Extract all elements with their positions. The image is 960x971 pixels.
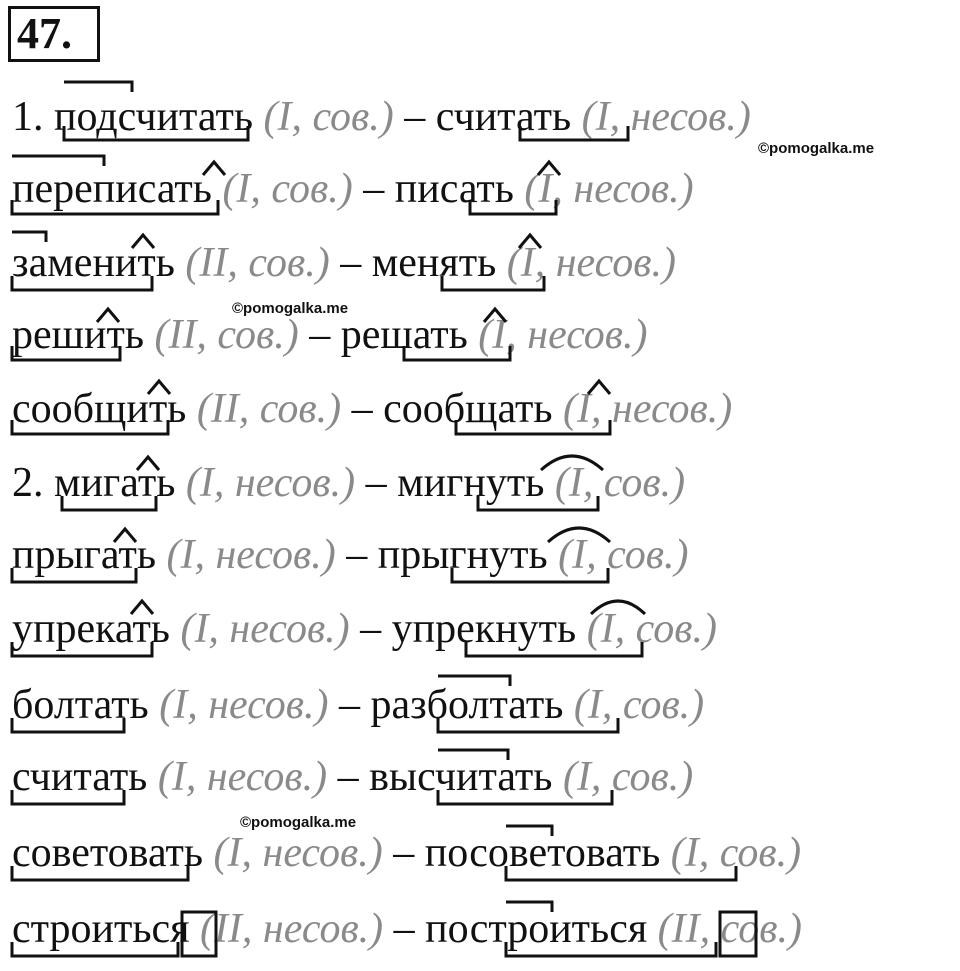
suffix-mark xyxy=(484,309,506,322)
dash: – xyxy=(383,906,426,952)
dash: – xyxy=(355,460,398,506)
stem-underline xyxy=(12,790,124,804)
suffix-mark xyxy=(97,309,119,322)
dash: – xyxy=(341,386,384,432)
grammar-note-1: (I, несов.) xyxy=(175,460,356,506)
grammar-note-1: (I, несов.) xyxy=(148,682,329,728)
dash: – xyxy=(335,532,378,578)
suffix-mark xyxy=(132,235,154,248)
stem-underline xyxy=(12,568,136,582)
stem-underline xyxy=(456,420,610,434)
word-2: считать xyxy=(435,94,572,140)
prefix-mark xyxy=(506,826,552,836)
stem-underline xyxy=(12,420,168,434)
grammar-note-2: (II, сов.) xyxy=(647,906,802,952)
stem-underline xyxy=(12,866,188,880)
dash: – xyxy=(382,830,425,876)
postfix-box xyxy=(720,912,756,956)
word-2: прыгнуть xyxy=(377,532,548,578)
grammar-note-1: (I, несов.) xyxy=(169,606,350,652)
dash: – xyxy=(352,166,395,212)
grammar-note-2: (I, сов.) xyxy=(544,460,686,506)
word-2: писать xyxy=(394,166,514,212)
stem-underline xyxy=(506,866,736,880)
word-2: построиться xyxy=(425,906,648,952)
suffix-mark xyxy=(137,457,159,470)
stem-underline xyxy=(442,276,544,290)
word-1: решить xyxy=(12,312,144,358)
stem-underline xyxy=(12,346,120,360)
prefix-mark xyxy=(438,750,508,760)
stem-underline xyxy=(12,642,152,656)
dash: – xyxy=(328,682,371,728)
stem-underline xyxy=(12,718,124,732)
stem-underline xyxy=(478,496,598,510)
grammar-note-1: (I, несов.) xyxy=(203,830,383,876)
stem-underline xyxy=(12,276,152,290)
word-1: советовать xyxy=(12,830,204,876)
grammar-note-1: (I, сов.) xyxy=(211,166,353,212)
word-2: решать xyxy=(340,312,468,358)
grammar-note-1: (II, сов.) xyxy=(186,386,342,432)
suffix-mark xyxy=(548,528,610,542)
word-1: сообщить xyxy=(12,386,187,432)
stem-underline xyxy=(12,942,178,956)
dash: – xyxy=(327,754,370,800)
stem-underline xyxy=(466,642,642,656)
word-2: мигнуть xyxy=(397,460,545,506)
stem-underline xyxy=(64,126,248,140)
word-2: менять xyxy=(371,240,497,286)
grammar-note-1: (I, сов.) xyxy=(252,94,394,140)
word-1: упрекать xyxy=(12,606,170,652)
suffix-mark xyxy=(588,381,610,394)
suffix-mark xyxy=(538,162,560,175)
grammar-note-1: (II, сов.) xyxy=(143,312,299,358)
grammar-note-1: (I, несов.) xyxy=(147,754,328,800)
grammar-note-2: (I, сов.) xyxy=(552,754,694,800)
prefix-mark xyxy=(12,156,104,166)
grammar-note-2: (I, сов.) xyxy=(563,682,705,728)
suffix-mark xyxy=(203,162,225,175)
word-1: переписать xyxy=(12,166,212,212)
exercise-number: 47. xyxy=(8,6,100,62)
stem-underline xyxy=(520,126,628,140)
grammar-note-2: (I, несов.) xyxy=(467,312,648,358)
stem-underline xyxy=(506,942,716,956)
word-1: заменить xyxy=(12,240,175,286)
stem-underline xyxy=(438,718,618,732)
stem-underline xyxy=(470,200,556,214)
stem-underline xyxy=(404,346,510,360)
suffix-mark xyxy=(148,381,170,394)
word-1: считать xyxy=(12,754,148,800)
grammar-note-2: (I, сов.) xyxy=(576,606,717,652)
stem-underline xyxy=(62,496,156,510)
grammar-note-2: (I, сов.) xyxy=(547,532,689,578)
prefix-mark xyxy=(12,232,46,242)
watermark: ©pomogalka.me xyxy=(232,300,349,317)
grammar-note-1: (II, несов.) xyxy=(189,906,384,952)
word-2: высчитать xyxy=(369,754,553,800)
word-1: подсчитать xyxy=(54,94,253,140)
stem-underline xyxy=(438,790,612,804)
grammar-note-2: (I, несов.) xyxy=(496,240,676,286)
word-1: прыгать xyxy=(12,532,156,578)
grammar-note-2: (I, сов.) xyxy=(660,830,802,876)
word-1: мигать xyxy=(54,460,176,506)
word-2: упрекнуть xyxy=(391,606,577,652)
word-2: посоветовать xyxy=(424,830,661,876)
word-1: болтать xyxy=(12,682,149,728)
prefix-mark xyxy=(506,902,552,912)
grammar-note-1: (II, сов.) xyxy=(174,240,330,286)
grammar-note-2: (I, несов.) xyxy=(552,386,733,432)
watermark: ©pomogalka.me xyxy=(240,814,357,831)
watermark: ©pomogalka.me xyxy=(758,140,875,157)
item-number: 1. xyxy=(12,94,54,140)
dash: – xyxy=(329,240,372,286)
grammar-note-2: (I, несов.) xyxy=(513,166,694,212)
item-number: 2. xyxy=(12,460,54,506)
word-2: разболтать xyxy=(370,682,564,728)
dash: – xyxy=(298,312,341,358)
suffix-mark xyxy=(131,601,153,614)
stem-underline xyxy=(12,200,218,214)
postfix-box xyxy=(182,912,216,956)
stem-underline xyxy=(452,568,608,582)
suffix-mark xyxy=(519,235,541,248)
grammar-note-1: (I, несов.) xyxy=(156,532,336,578)
prefix-mark xyxy=(64,82,132,92)
word-1: строиться xyxy=(12,906,190,952)
dash: – xyxy=(393,94,436,140)
dash: – xyxy=(349,606,392,652)
suffix-mark xyxy=(114,529,136,542)
grammar-note-2: (I, несов.) xyxy=(571,94,751,140)
prefix-mark xyxy=(438,676,510,686)
suffix-mark xyxy=(591,601,645,614)
suffix-mark xyxy=(541,456,603,470)
word-2: сообщать xyxy=(383,386,553,432)
